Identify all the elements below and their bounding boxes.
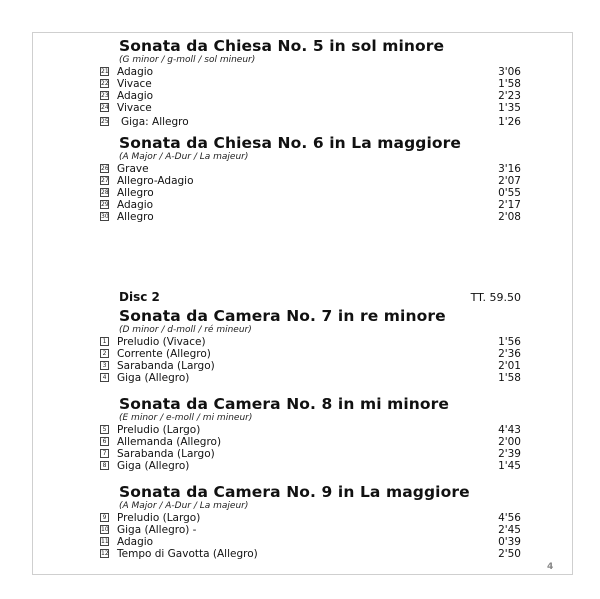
- track-row: [0, 211, 600, 224]
- track-number-box: 30: [101, 213, 109, 220]
- track-duration: 2'23: [498, 90, 521, 102]
- track-duration: 1'58: [498, 372, 521, 384]
- track-title: Sarabanda (Largo): [117, 360, 215, 372]
- disc-total-time: TT. 59.50: [470, 291, 521, 304]
- page-number: 4: [547, 562, 554, 572]
- section-title: Sonata da Camera No. 9 in La maggiore: [119, 483, 470, 501]
- track-duration: 1'26: [498, 116, 521, 128]
- track-title: Adagio: [117, 199, 154, 211]
- section-title: Sonata da Chiesa No. 5 in sol minore: [119, 37, 445, 55]
- track-number-box: 7: [100, 449, 109, 458]
- section-subtitle: (G minor / g-moll / sol mineur): [119, 55, 256, 65]
- track-title: Preludio (Largo): [117, 424, 201, 436]
- track-title: Corrente (Allegro): [117, 348, 211, 360]
- track-number-box: 21: [101, 68, 109, 75]
- track-duration: 1'35: [498, 102, 521, 114]
- track-title: Allegro: [117, 211, 154, 223]
- track-title: Preludio (Largo): [117, 512, 201, 524]
- track-title: Adagio: [117, 536, 154, 548]
- track-title: Sarabanda (Largo): [117, 448, 215, 460]
- track-number-box: 22: [101, 80, 109, 87]
- track-duration: 1'56: [498, 336, 521, 348]
- track-row: [0, 372, 600, 385]
- track-number-box: 2: [100, 349, 109, 358]
- track-title: Adagio: [117, 66, 154, 78]
- track-title: Adagio: [117, 90, 154, 102]
- track-duration: 2'45: [498, 524, 521, 536]
- track-number-box: 29: [101, 201, 109, 208]
- track-row: [0, 102, 600, 115]
- track-title: Vivace: [117, 78, 152, 90]
- track-number-box: 1: [100, 337, 109, 346]
- track-duration: 3'16: [498, 163, 521, 175]
- track-number-box: 23: [101, 92, 109, 99]
- track-duration: 3'06: [498, 66, 521, 78]
- track-title: Allemanda (Allegro): [117, 436, 222, 448]
- track-title: Tempo di Gavotta (Allegro): [117, 548, 258, 560]
- track-number-box: 5: [100, 425, 109, 434]
- track-number-box: 10: [101, 526, 109, 533]
- section-title: Sonata da Camera No. 7 in re minore: [119, 307, 446, 325]
- track-duration: 0'39: [498, 536, 521, 548]
- track-duration: 2'36: [498, 348, 521, 360]
- track-number-box: 3: [100, 361, 109, 370]
- track-duration: 2'08: [498, 211, 521, 223]
- track-duration: 2'01: [498, 360, 521, 372]
- section-subtitle: (A Major / A-Dur / La majeur): [119, 501, 249, 511]
- track-duration: 4'56: [498, 512, 521, 524]
- section-title: Sonata da Camera No. 8 in mi minore: [119, 395, 450, 413]
- track-title: Preludio (Vivace): [117, 336, 206, 348]
- track-duration: 2'17: [498, 199, 521, 211]
- track-number-box: 25: [101, 118, 109, 125]
- track-title: Giga: Allegro: [121, 116, 189, 128]
- track-number-box: 9: [100, 513, 109, 522]
- track-duration: 2'50: [498, 548, 521, 560]
- section-subtitle: (D minor / d-moll / ré mineur): [119, 325, 252, 335]
- track-duration: 1'58: [498, 78, 521, 90]
- track-number-box: 11: [101, 538, 109, 545]
- track-title: Grave: [117, 163, 149, 175]
- track-duration: 2'00: [498, 436, 521, 448]
- track-title: Giga (Allegro): [117, 372, 190, 384]
- track-duration: 4'43: [498, 424, 521, 436]
- track-title: Allegro: [117, 187, 154, 199]
- track-duration: 1'45: [498, 460, 521, 472]
- track-duration: 2'39: [498, 448, 521, 460]
- track-number-box: 26: [101, 165, 109, 172]
- track-number-box: 27: [101, 177, 109, 184]
- disc-label: Disc 2: [119, 290, 160, 304]
- track-duration: 0'55: [498, 187, 521, 199]
- track-row: [0, 548, 600, 561]
- track-number-box: 28: [101, 189, 109, 196]
- track-number-box: 6: [100, 437, 109, 446]
- track-row: [0, 116, 600, 129]
- track-number-box: 8: [100, 461, 109, 470]
- track-row: [0, 460, 600, 473]
- track-title: Vivace: [117, 102, 152, 114]
- section-subtitle: (A Major / A-Dur / La majeur): [119, 152, 249, 162]
- track-title: Giga (Allegro): [117, 460, 190, 472]
- track-number-box: 4: [100, 373, 109, 382]
- track-title: Giga (Allegro) -: [117, 524, 197, 536]
- track-title: Allegro-Adagio: [117, 175, 194, 187]
- section-subtitle: (E minor / e-moll / mi mineur): [119, 413, 253, 423]
- section-title: Sonata da Chiesa No. 6 in La maggiore: [119, 134, 462, 152]
- track-number-box: 24: [101, 104, 109, 111]
- track-duration: 2'07: [498, 175, 521, 187]
- track-number-box: 12: [101, 550, 109, 557]
